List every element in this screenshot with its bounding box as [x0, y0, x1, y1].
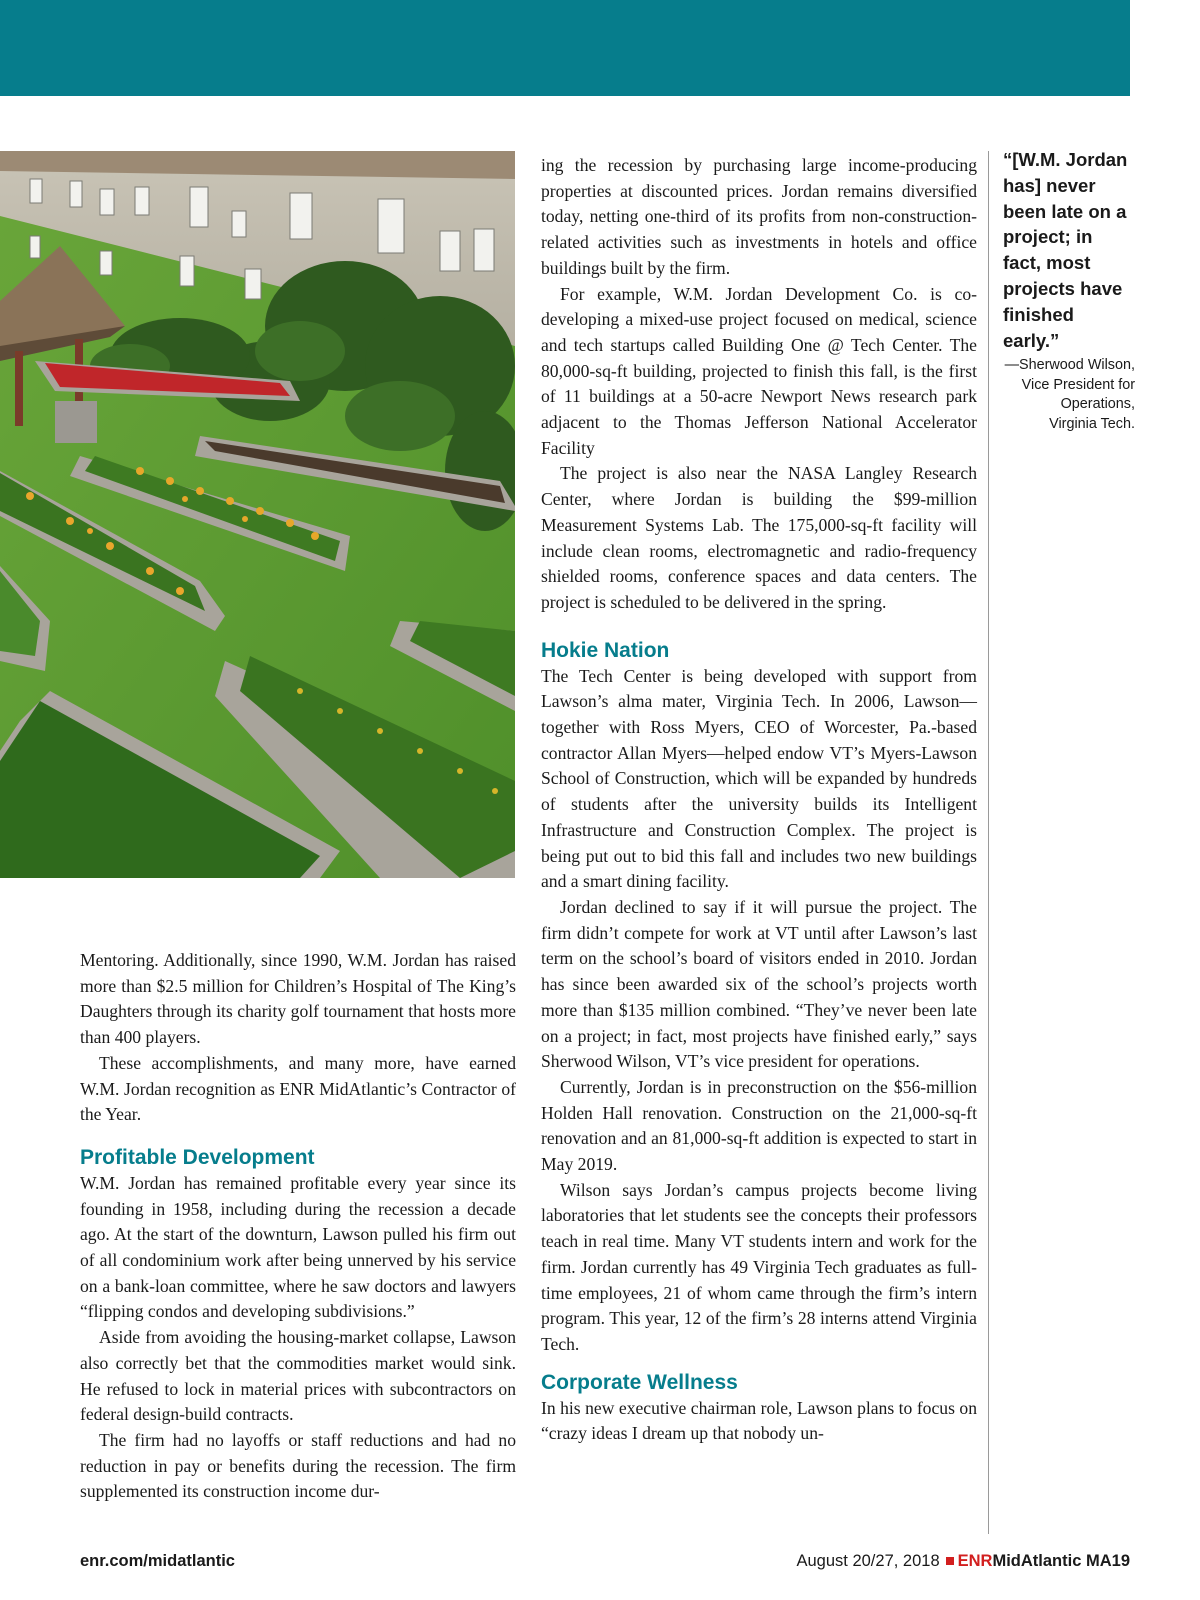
hokie-paragraph-2: Jordan declined to say if it will pursue the project. The firm didn’t compete for work at VT until after Lawson’s last term on the school’s board of visitors ended in 2010. Jordan has since been awarded six of the school’s projects worth more than $135 million combined. “They’ve never been late on a project; in fact, most projects have finished early,” says Sherwood Wilson, VT’s vice president for operations.	[541, 896, 977, 1072]
attribution-org: Virginia Tech.	[1049, 415, 1135, 432]
garden-photo-icon	[0, 151, 515, 878]
mid-paragraph-1: ing the recession by purchasing large income-producing properties at discounted prices. Jordan remains diversified today, netting one-third of its profits from non-construction-related activities such as investments in hotels and office buildings built by the firm.	[541, 155, 977, 278]
footer-page-number: MA19	[1085, 1552, 1130, 1570]
heading-profitable-development: Profitable Development	[80, 1145, 315, 1169]
pull-quote-text: “[W.M. Jordan has] never been late on a project; in fact, most projects have finished early.”	[1003, 149, 1128, 351]
square-bullet-icon	[946, 1557, 954, 1565]
heading-hokie-nation: Hokie Nation	[541, 638, 670, 662]
hokie-paragraph-3: Currently, Jordan is in preconstruction on the $56-million Holden Hall renovation. Construction on the 21,000-sq-ft renovation and an 81,000-sq-ft addition is expected to start in May 2019.	[541, 1076, 977, 1175]
left-paragraph-2: These accomplishments, and many more, have earned W.M. Jordan recognition as ENR MidAtlantic’s Contractor of the Year.	[80, 1052, 516, 1125]
footer-date: August 20/27, 2018	[796, 1552, 940, 1570]
hokie-paragraph-4: Wilson says Jordan’s campus projects become living laboratories that let students see the concepts their professors teach in real time. Many VT students intern and work for the firm. Jordan currently has 49 Virginia Tech graduates as full-time employees, 21 of whom came through the firm’s intern program. This year, 12 of the firm’s 28 interns attend Virginia Tech.	[541, 1179, 977, 1354]
pull-quote	[1003, 147, 1135, 434]
attribution-name: —Sherwood Wilson,	[1004, 357, 1135, 374]
mid-paragraph-2: For example, W.M. Jordan Development Co. is co-developing a mixed-use project focused on medical, science and tech startups called Building One @ Tech Center. The 80,000-sq-ft building, projected to finish this fall, is the first of 11 buildings at a 50-acre Newport News research park adjacent to the Thomas Jefferson National Accelerator Facility	[541, 283, 977, 458]
hokie-paragraph-1: The Tech Center is being developed with support from Lawson’s alma mater, Virginia Tech. In 2006, Lawson—together with Ross Myers, CEO of Worcester, Pa.-based contractor Allan Myers—helped endow VT’s Myers-Lawson School of Construction, which will be expanded by hundreds of students after the university builds its Intelligent Infrastructure and Construction Complex. The project is being put out to bid this fall and includes two new buildings and a smart dining facility.	[541, 665, 977, 892]
heading-corporate-wellness: Corporate Wellness	[541, 1370, 738, 1394]
page-footer	[80, 1552, 1130, 1576]
mid-paragraph-3: The project is also near the NASA Langley Research Center, where Jordan is building the $99-million Measurement Systems Lab. The 175,000-sq-ft facility will include clean rooms, electromagnetic and radio-frequency shielded rooms, conference spaces and data centers. The project is scheduled to be delivered in the spring.	[541, 463, 977, 612]
header-band	[0, 0, 1130, 96]
middle-column	[541, 153, 977, 1447]
column-divider	[988, 151, 989, 1534]
footer-brand-region: MidAtlantic	[992, 1552, 1082, 1570]
left-section-paragraph-2: Aside from avoiding the housing-market collapse, Lawson also correctly bet that the commodities market would sink. He refused to lock in material prices with subcontractors on federal design-build contracts.	[80, 1327, 516, 1425]
footer-url: enr.com/midatlantic	[80, 1552, 235, 1570]
footer-right	[797, 1552, 1131, 1571]
pull-quote-attribution	[1003, 356, 1135, 434]
wellness-paragraph-1: In his new executive chairman role, Lawson plans to focus on “crazy ideas I dream up that nobody un-	[541, 1397, 977, 1444]
attribution-title: Vice President for Operations,	[1021, 376, 1135, 413]
left-section-paragraph-1: W.M. Jordan has remained profitable every year since its founding in 1958, including during the recession a decade ago. At the start of the downturn, Lawson pulled his firm out of all condominium work after being unnerved by his service on a bank-loan committee, where he saw doctors and lawyers “flipping condos and developing subdivisions.”	[80, 1172, 516, 1322]
left-section-paragraph-3: The firm had no layoffs or staff reductions and had no reduction in pay or benefits during the recession. The firm supplemented its construction income dur-	[80, 1429, 516, 1502]
footer-brand-enr: ENR	[957, 1552, 993, 1570]
garden-photo	[0, 151, 515, 878]
left-paragraph-1: Mentoring. Additionally, since 1990, W.M. Jordan has raised more than $2.5 million for Children’s Hospital of The King’s Daughters through its charity golf tournament that hosts more than 400 players.	[80, 950, 516, 1048]
left-column	[80, 948, 516, 1505]
